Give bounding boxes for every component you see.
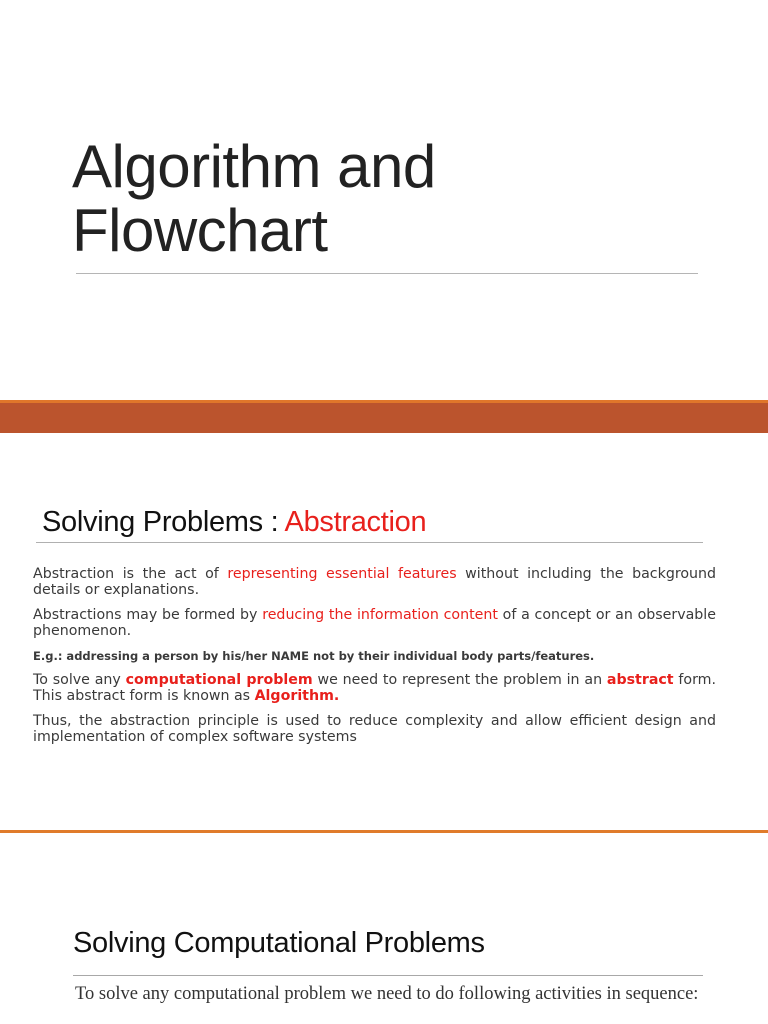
slide-separator-thick [0, 400, 768, 433]
slide-title-heading [72, 135, 436, 263]
text-run: form. This abstract form is known as [33, 672, 717, 704]
highlight-text: abstract [606, 672, 674, 688]
highlight-text: computational problem [125, 672, 313, 688]
text-run: without including the background details or explanations. [33, 566, 717, 598]
paragraph-example: E.g.: addressing a person by his/her NAME not by their individual body parts/features. [33, 649, 595, 663]
text-run: of a concept or an observable phenomenon. [33, 607, 716, 639]
paragraph-algorithm [33, 672, 716, 704]
slide-title [0, 0, 768, 400]
abstraction-body [33, 566, 716, 754]
abstraction-divider [36, 542, 703, 543]
slide-computational-problems [0, 833, 768, 1024]
text-run: we need to represent the problem in an [312, 672, 607, 688]
text-run: Abstraction is the act of [33, 566, 228, 582]
highlight-text: representing essential features [227, 566, 457, 582]
slide-abstraction [0, 433, 768, 830]
computational-body: To solve any computational problem we need to do following activities in sequence: [75, 984, 699, 1004]
heading-prefix: Solving Problems : [42, 506, 285, 538]
title-line-1: Algorithm and [72, 133, 436, 200]
title-line-2: Flowchart [72, 197, 328, 264]
paragraph-formation [33, 607, 716, 639]
highlight-text: Algorithm. [254, 688, 340, 704]
title-divider [76, 273, 698, 274]
text-run: Abstractions may be formed by [33, 607, 263, 623]
highlight-text: reducing the information content [262, 607, 498, 623]
computational-heading: Solving Computational Problems [73, 927, 485, 959]
paragraph-definition [33, 566, 716, 598]
text-run: To solve any [33, 672, 126, 688]
computational-divider [73, 975, 703, 976]
paragraph-principle: Thus, the abstraction principle is used to reduce complexity and allow efficient design and implementation of complex software systems [33, 713, 716, 745]
abstraction-heading [42, 505, 426, 539]
heading-accent: Abstraction [284, 506, 427, 538]
